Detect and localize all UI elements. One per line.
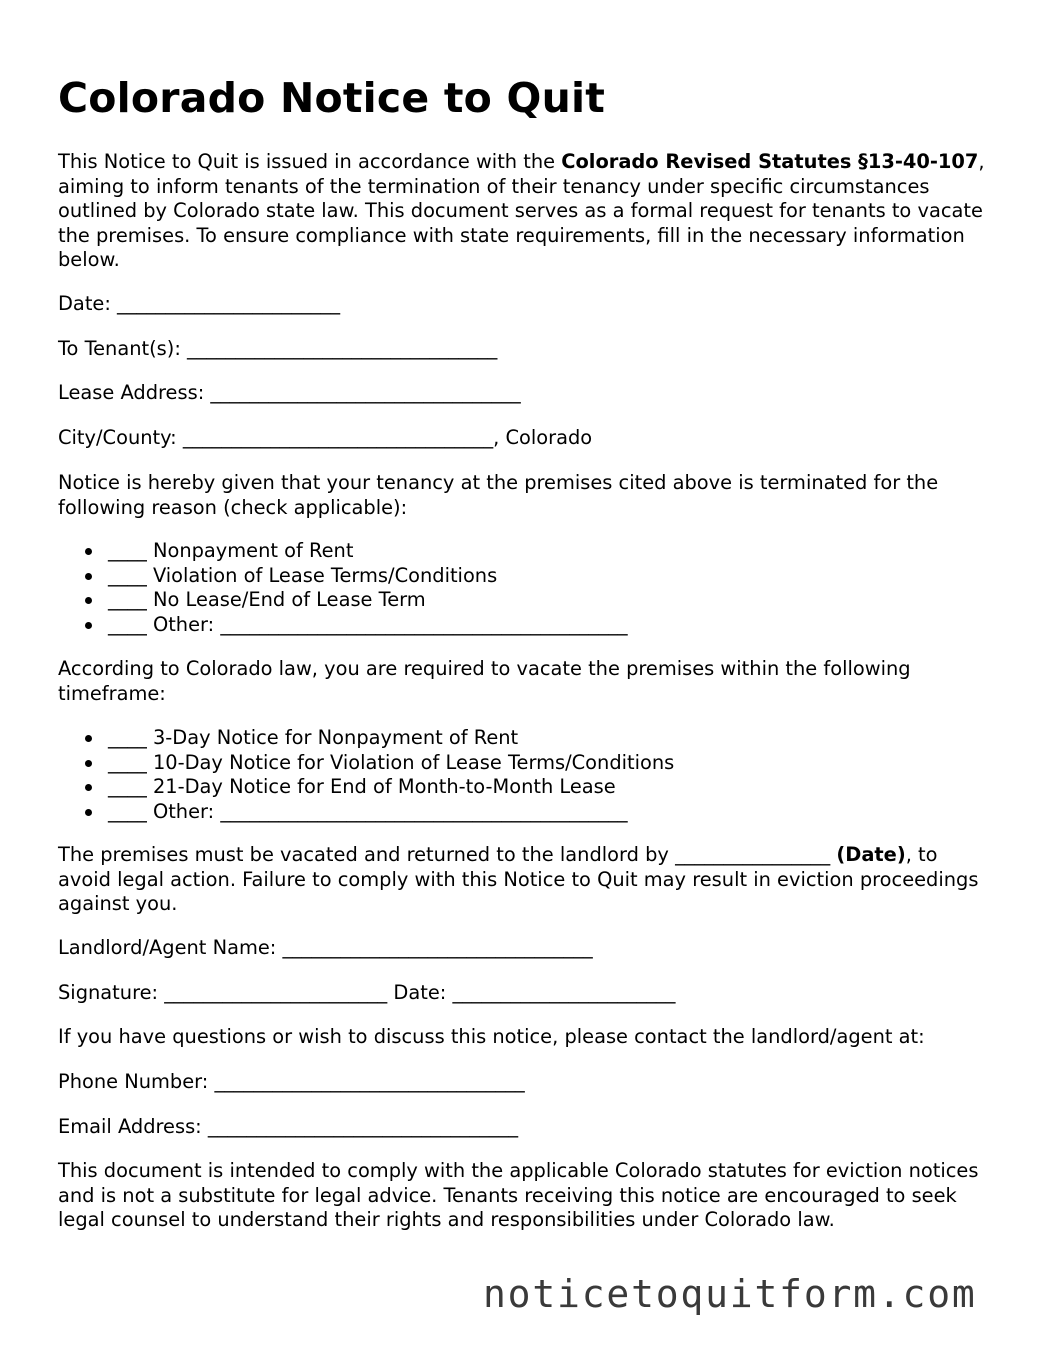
reason-item-nonpayment[interactable]: ____ Nonpayment of Rent <box>58 539 628 564</box>
email-field[interactable]: Email Address: ________________________________ <box>58 1115 519 1138</box>
signature-field[interactable]: Signature: _______________________ Date: _______________________ <box>58 981 676 1004</box>
timeframe-item-10-day[interactable]: ____ 10-Day Notice for Violation of Lease Terms/Conditions <box>58 751 674 776</box>
site-watermark: noticetoquitform.com <box>483 1272 977 1316</box>
intro-statute: Colorado Revised Statutes §13-40-107 <box>561 150 979 173</box>
disclaimer-paragraph: This document is intended to comply with the applicable Colorado statutes for eviction notices and is not a substitute for legal advice. Tenants receiving this notice are encouraged to seek legal counsel to understand their rights and responsibilities under Colorado law. <box>58 1159 979 1231</box>
timeframe-item-other[interactable]: ____ Other: __________________________________________ <box>58 800 674 825</box>
reason-item-no-lease[interactable]: ____ No Lease/End of Lease Term <box>58 588 628 613</box>
reason-list <box>58 539 628 637</box>
timeframe-item-21-day[interactable]: ____ 21-Day Notice for End of Month-to-Month Lease <box>58 775 674 800</box>
intro-paragraph <box>58 150 988 273</box>
vacate-before[interactable]: The premises must be vacated and returned to the landlord by ________________ <box>58 843 837 866</box>
document-title: Colorado Notice to Quit <box>58 74 606 122</box>
vacate-paragraph <box>58 843 988 917</box>
timeframe-item-3-day[interactable]: ____ 3-Day Notice for Nonpayment of Rent <box>58 726 674 751</box>
tenant-field[interactable]: To Tenant(s): ________________________________ <box>58 337 498 360</box>
phone-field[interactable]: Phone Number: ________________________________ <box>58 1070 525 1093</box>
timeframe-list <box>58 726 674 824</box>
date-field[interactable]: Date: _______________________ <box>58 292 341 315</box>
vacate-date-label: (Date) <box>836 843 906 866</box>
reason-item-other[interactable]: ____ Other: __________________________________________ <box>58 613 628 638</box>
landlord-name-field[interactable]: Landlord/Agent Name: ________________________________ <box>58 936 593 959</box>
intro-before: This Notice to Quit is issued in accordance with the <box>58 150 562 173</box>
timeframe-intro: According to Colorado law, you are required to vacate the premises within the following timeframe: <box>58 657 911 705</box>
reason-item-violation[interactable]: ____ Violation of Lease Terms/Conditions <box>58 564 628 589</box>
reason-intro: Notice is hereby given that your tenancy at the premises cited above is terminated for the following reason (check applicable): <box>58 471 939 519</box>
intro-after: , aiming to inform tenants of the termination of their tenancy under specific circumstances outlined by Colorado state law. This document serves as a formal request for tenants to vacate the premises. To ensure compliance with state requirements, fill in the necessary information below. <box>58 150 985 271</box>
vacate-after: , to avoid legal action. Failure to comply with this Notice to Quit may result in eviction proceedings against you. <box>58 843 979 915</box>
contact-intro: If you have questions or wish to discuss this notice, please contact the landlord/agent at: <box>58 1025 925 1048</box>
lease-address-field[interactable]: Lease Address: ________________________________ <box>58 381 521 404</box>
city-county-field[interactable]: City/County: ________________________________, Colorado <box>58 426 593 449</box>
